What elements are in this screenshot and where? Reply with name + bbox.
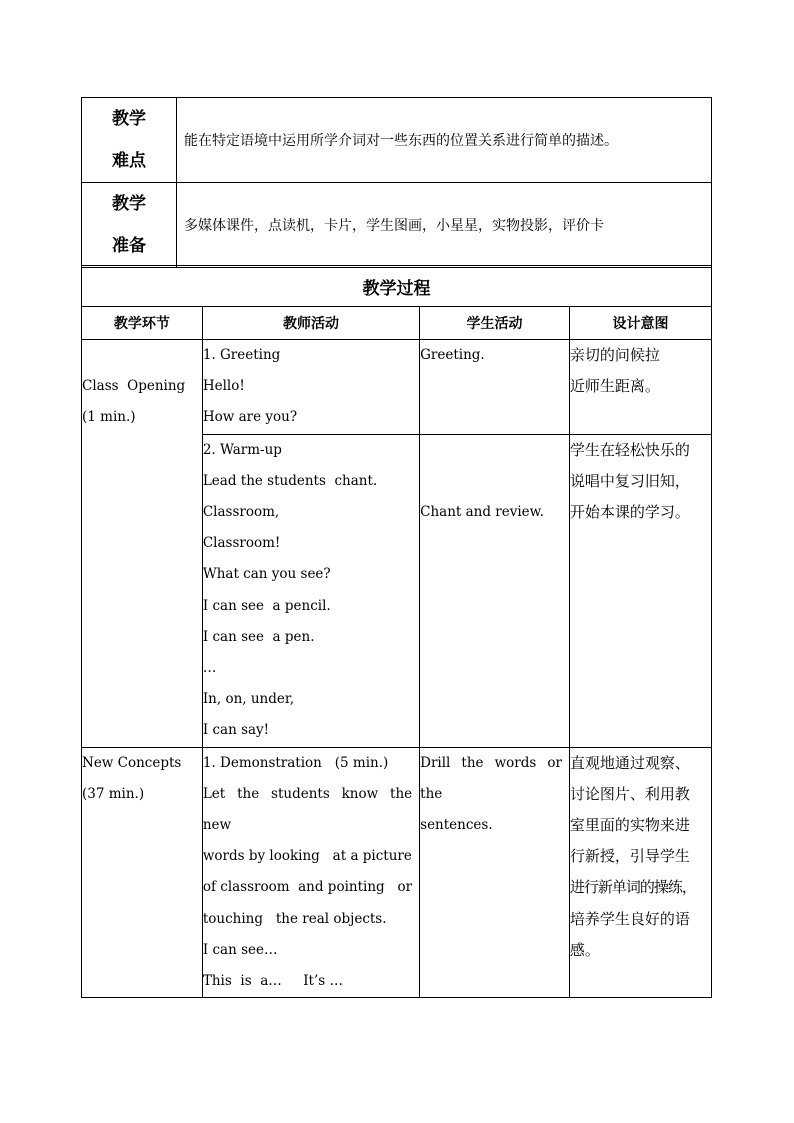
preparation-label: 教学 准备 xyxy=(82,183,177,268)
header-stage: 教学环节 xyxy=(82,307,203,340)
stage-new-concepts: New Concepts (37 min.) xyxy=(82,747,203,998)
difficulty-label: 教学 难点 xyxy=(82,98,177,183)
header-teacher: 教师活动 xyxy=(202,307,419,340)
process-title: 教学过程 xyxy=(82,266,712,307)
greeting-student-cell: Greeting. xyxy=(420,340,570,435)
new-concepts-row xyxy=(82,747,712,998)
warmup-teacher-cell: 2. Warm-up Lead the students chant. Classroom, Classroom! What can you see? I can see a pencil. I can see a pen. … In, on, under, I can say! xyxy=(202,434,419,747)
new-concepts-intent-cell: 直观地通过观察、 讨论图片、利用教 室里面的实物来进 行新授，引导学生 进行新单词的操练， 培养学生良好的语 感。 xyxy=(569,747,711,998)
header-student: 学生活动 xyxy=(420,307,570,340)
header-intent: 设计意图 xyxy=(569,307,711,340)
difficulty-value: 能在特定语境中运用所学介词对一些东西的位置关系进行简单的描述。 xyxy=(177,98,712,183)
header-row xyxy=(82,307,712,340)
preparation-row xyxy=(82,183,712,268)
greeting-intent-cell: 亲切的问候拉 近师生距离。 xyxy=(569,340,711,435)
stage-class-opening: Class Opening (1 min.) xyxy=(82,340,203,748)
new-concepts-teacher-cell: 1. Demonstration (5 min.) Let the students know the new words by looking at a picture of classroom and pointing or touching the real objects. I can see… This is a… It’s … xyxy=(202,747,419,998)
preparation-value: 多媒体课件，点读机，卡片，学生图画，小星星，实物投影，评价卡 xyxy=(177,183,712,268)
lesson-info-table xyxy=(81,97,712,268)
greeting-teacher-cell: 1. Greeting Hello! How are you? xyxy=(202,340,419,435)
new-concepts-student-cell: Drill the words or the sentences. xyxy=(420,747,570,998)
warmup-intent-cell: 学生在轻松快乐的 说唱中复习旧知， 开始本课的学习。 xyxy=(569,434,711,747)
teaching-process-table xyxy=(81,265,712,998)
greeting-row xyxy=(82,340,712,435)
warmup-student-cell: Chant and review. xyxy=(420,434,570,747)
difficulty-row xyxy=(82,98,712,183)
